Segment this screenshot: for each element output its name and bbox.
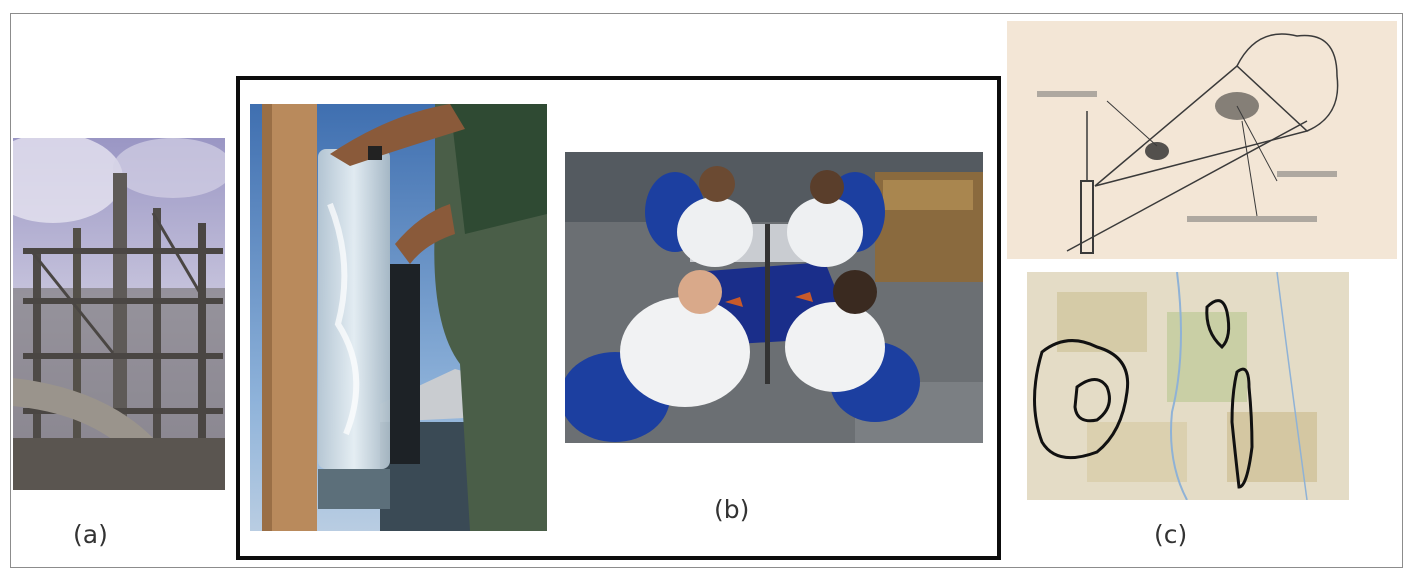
industrial-tower-photo xyxy=(13,138,225,490)
panel-label-b: (b) xyxy=(714,495,750,524)
panel-label-c: (c) xyxy=(1154,520,1188,549)
water-column-photo xyxy=(250,104,547,531)
plume-diagram-sketch xyxy=(1007,21,1397,259)
group-table-photo xyxy=(565,152,983,443)
contour-map xyxy=(1027,272,1349,500)
panel-label-a: (a) xyxy=(73,520,108,549)
